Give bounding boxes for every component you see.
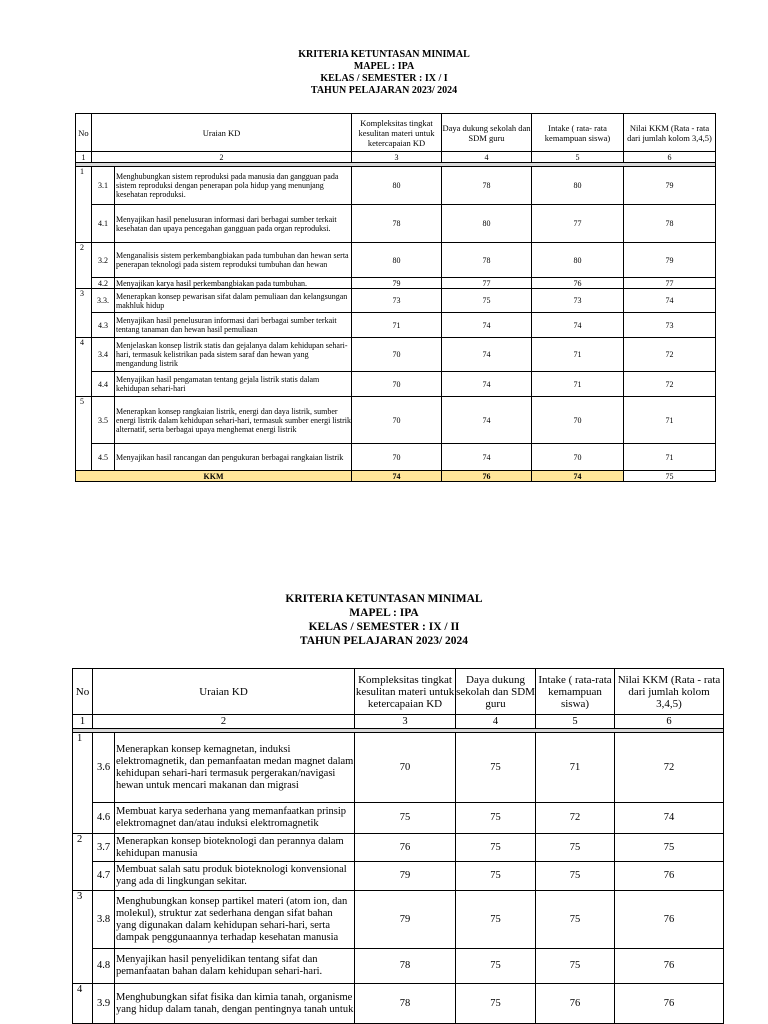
intake-value: 75 bbox=[536, 949, 615, 984]
daya-dukung-value: 74 bbox=[442, 372, 532, 397]
kd-text: Menyajikan hasil penelusuran informasi dari berbagai sumber terkait tentang tanaman dan hewan hasil pemuliaan bbox=[115, 313, 352, 338]
group-number: 2 bbox=[73, 834, 93, 891]
kompleksitas-value: 70 bbox=[352, 372, 442, 397]
group-number: 4 bbox=[76, 338, 92, 397]
daya-dukung-value: 80 bbox=[442, 205, 532, 243]
header-no: No bbox=[73, 669, 93, 715]
kd-code: 3.1 bbox=[92, 167, 115, 205]
intake-value: 71 bbox=[536, 733, 615, 803]
kd-text: Menerapkan konsep pewarisan sifat dalam pemuliaan dan kelangsungan makhluk hidup bbox=[115, 289, 352, 313]
kompleksitas-value: 70 bbox=[352, 444, 442, 471]
nilai-kkm-value: 79 bbox=[624, 167, 716, 205]
table-row bbox=[73, 803, 724, 834]
column-number: 6 bbox=[615, 715, 724, 729]
kd-code: 3.2 bbox=[92, 243, 115, 278]
nilai-kkm-value: 75 bbox=[615, 834, 724, 862]
column-number: 4 bbox=[442, 152, 532, 163]
column-number: 3 bbox=[352, 152, 442, 163]
kkm-row bbox=[76, 471, 716, 482]
kd-code: 4.8 bbox=[93, 949, 115, 984]
table-row bbox=[76, 278, 716, 289]
nilai-kkm-value: 74 bbox=[624, 289, 716, 313]
nilai-kkm-value: 79 bbox=[624, 243, 716, 278]
daya-dukung-value: 77 bbox=[442, 278, 532, 289]
kd-code: 3.6 bbox=[93, 733, 115, 803]
kd-text: Menghubungkan sistem reproduksi pada manusia dan gangguan pada sistem reproduksi dengan penerapan pola hidup yang menunjang kesehatan reproduksi. bbox=[115, 167, 352, 205]
intake-value: 75 bbox=[536, 862, 615, 891]
header-nilai-kkm: Nilai KKM (Rata - rata dari jumlah kolom 3,4,5) bbox=[615, 669, 724, 715]
kd-text: Membuat salah satu produk bioteknologi konvensional yang ada di lingkungan sekitar. bbox=[115, 862, 355, 891]
daya-dukung-value: 75 bbox=[456, 834, 536, 862]
kompleksitas-value: 70 bbox=[355, 733, 456, 803]
intake-value: 77 bbox=[532, 205, 624, 243]
nilai-kkm-value: 72 bbox=[624, 372, 716, 397]
header-daya-dukung: Daya dukung sekolah dan SDM guru bbox=[442, 114, 532, 152]
table-row bbox=[73, 834, 724, 862]
header-daya-dukung: Daya dukung sekolah dan SDM guru bbox=[456, 669, 536, 715]
kompleksitas-value: 79 bbox=[355, 862, 456, 891]
intake-value: 76 bbox=[532, 278, 624, 289]
table-row bbox=[76, 205, 716, 243]
kompleksitas-value: 80 bbox=[352, 243, 442, 278]
kd-text: Menerapkan konsep kemagnetan, induksi elektromagnetik, dan pemanfaatan medan magnet dalam kehidupan sehari-hari termasuk pergerakan/navigasi hewan untuk mencari makanan dan migrasi bbox=[115, 733, 355, 803]
intake-value: 71 bbox=[532, 372, 624, 397]
kompleksitas-value: 79 bbox=[352, 278, 442, 289]
kompleksitas-value: 73 bbox=[352, 289, 442, 313]
group-number: 5 bbox=[76, 397, 92, 471]
kompleksitas-value: 70 bbox=[352, 338, 442, 372]
nilai-kkm-value: 77 bbox=[624, 278, 716, 289]
group-number: 2 bbox=[76, 243, 92, 289]
kd-text: Menerapkan konsep bioteknologi dan perannya dalam kehidupan manusia bbox=[115, 834, 355, 862]
column-number: 6 bbox=[624, 152, 716, 163]
intake-value: 71 bbox=[532, 338, 624, 372]
kd-code: 4.4 bbox=[92, 372, 115, 397]
daya-dukung-value: 78 bbox=[442, 167, 532, 205]
header-nilai-kkm: Nilai KKM (Rata - rata dari jumlah kolom 3,4,5) bbox=[624, 114, 716, 152]
kd-text: Menyajikan hasil penelusuran informasi dari berbagai sumber terkait kesehatan dan upaya pencegahan gangguan pada organ reproduksi. bbox=[115, 205, 352, 243]
intake-value: 72 bbox=[536, 803, 615, 834]
kd-text: Membuat karya sederhana yang memanfaatkan prinsip elektromagnet dan/atau induksi elektromagnetik bbox=[115, 803, 355, 834]
nilai-kkm-value: 76 bbox=[615, 984, 724, 1024]
nilai-kkm-value: 72 bbox=[615, 733, 724, 803]
intake-value: 74 bbox=[532, 313, 624, 338]
daya-dukung-value: 75 bbox=[456, 733, 536, 803]
daya-dukung-value: 74 bbox=[442, 444, 532, 471]
daya-dukung-value: 74 bbox=[442, 397, 532, 444]
daya-dukung-value: 75 bbox=[456, 803, 536, 834]
group-number: 3 bbox=[76, 289, 92, 338]
kd-code: 3.8 bbox=[93, 891, 115, 949]
intake-value: 75 bbox=[536, 834, 615, 862]
daya-dukung-value: 78 bbox=[442, 243, 532, 278]
group-number: 4 bbox=[73, 984, 93, 1024]
nilai-kkm-value: 74 bbox=[615, 803, 724, 834]
doc2-title bbox=[0, 592, 768, 648]
nilai-kkm-value: 72 bbox=[624, 338, 716, 372]
header-intake: Intake ( rata- rata kemampuan siswa) bbox=[532, 114, 624, 152]
nilai-kkm-value: 73 bbox=[624, 313, 716, 338]
kd-text: Menyajikan hasil rancangan dan pengukuran berbagai rangkaian listrik bbox=[115, 444, 352, 471]
table-row bbox=[76, 313, 716, 338]
kd-text: Menerapkan konsep rangkaian listrik, energi dan daya listrik, sumber energi listrik dalam kehidupan sehari-hari, termasuk sumber energi listrik alternatif, serta berbagai upaya menghemat energi listrik bbox=[115, 397, 352, 444]
intake-value: 70 bbox=[532, 397, 624, 444]
column-number: 5 bbox=[536, 715, 615, 729]
column-number: 2 bbox=[93, 715, 355, 729]
column-number: 1 bbox=[73, 715, 93, 729]
header-kompleksitas: Kompleksitas tingkat kesulitan materi untuk ketercapaian KD bbox=[355, 669, 456, 715]
table-row bbox=[73, 891, 724, 949]
doc1-title-line: TAHUN PELAJARAN 2023/ 2024 bbox=[310, 85, 458, 96]
doc1-table bbox=[75, 113, 716, 482]
doc1-title bbox=[0, 49, 768, 97]
kompleksitas-value: 70 bbox=[352, 397, 442, 444]
kd-text: Menghubungkan konsep partikel materi (atom ion, dan molekul), struktur zat sederhana dengan sifat bahan yang digunakan dalam kehidupan sehari-hari, serta dampak penggunaannya terhadap kesehatan manusia bbox=[115, 891, 355, 949]
kd-code: 4.3 bbox=[92, 313, 115, 338]
kd-text: Menjelaskan konsep listrik statis dan gejalanya dalam kehidupan sehari-hari, termasuk kelistrikan pada sistem saraf dan hewan yang mengandung listrik bbox=[115, 338, 352, 372]
kd-text: Menyajikan hasil penyelidikan tentang sifat dan pemanfaatan bahan dalam kehidupan sehari-hari. bbox=[115, 949, 355, 984]
daya-dukung-value: 75 bbox=[456, 949, 536, 984]
header-uraian-kd: Uraian KD bbox=[93, 669, 355, 715]
kompleksitas-value: 78 bbox=[355, 984, 456, 1024]
kd-code: 3.4 bbox=[92, 338, 115, 372]
group-number: 1 bbox=[73, 733, 93, 834]
nilai-kkm-value: 76 bbox=[615, 862, 724, 891]
doc2-title-line: KELAS / SEMESTER : IX / II bbox=[308, 621, 460, 633]
column-number: 1 bbox=[76, 152, 92, 163]
kompleksitas-value: 71 bbox=[352, 313, 442, 338]
intake-value: 75 bbox=[536, 891, 615, 949]
nilai-kkm-value: 76 bbox=[615, 891, 724, 949]
daya-dukung-value: 74 bbox=[442, 313, 532, 338]
header-intake: Intake ( rata-rata kemampuan siswa) bbox=[536, 669, 615, 715]
kompleksitas-value: 76 bbox=[355, 834, 456, 862]
table-row bbox=[73, 984, 724, 1024]
kd-code: 4.7 bbox=[93, 862, 115, 891]
group-number: 3 bbox=[73, 891, 93, 984]
kd-code: 3.5 bbox=[92, 397, 115, 444]
table-row bbox=[76, 397, 716, 444]
kd-code: 4.5 bbox=[92, 444, 115, 471]
kkm-daya-dukung: 76 bbox=[442, 471, 532, 482]
kd-code: 3.9 bbox=[93, 984, 115, 1024]
kompleksitas-value: 75 bbox=[355, 803, 456, 834]
header-uraian-kd: Uraian KD bbox=[92, 114, 352, 152]
doc2-title-line: TAHUN PELAJARAN 2023/ 2024 bbox=[299, 635, 469, 647]
table-row bbox=[76, 289, 716, 313]
column-number: 3 bbox=[355, 715, 456, 729]
kkm-nilai: 75 bbox=[624, 471, 716, 482]
doc1-title-line: KRITERIA KETUNTASAN MINIMAL bbox=[298, 49, 470, 60]
nilai-kkm-value: 78 bbox=[624, 205, 716, 243]
intake-value: 73 bbox=[532, 289, 624, 313]
column-number: 4 bbox=[456, 715, 536, 729]
kd-code: 4.6 bbox=[93, 803, 115, 834]
doc2-title-line: KRITERIA KETUNTASAN MINIMAL bbox=[285, 593, 483, 605]
column-number: 2 bbox=[92, 152, 352, 163]
intake-value: 80 bbox=[532, 243, 624, 278]
doc1-title-line: MAPEL : IPA bbox=[353, 61, 415, 72]
kd-text: Menyajikan karya hasil perkembangbiakan pada tumbuhan. bbox=[115, 278, 352, 289]
kd-code: 3.3. bbox=[92, 289, 115, 313]
daya-dukung-value: 75 bbox=[456, 984, 536, 1024]
intake-value: 70 bbox=[532, 444, 624, 471]
kd-code: 3.7 bbox=[93, 834, 115, 862]
table-row bbox=[76, 372, 716, 397]
header-kompleksitas: Kompleksitas tingkat kesulitan materi untuk ketercapaian KD bbox=[352, 114, 442, 152]
daya-dukung-value: 75 bbox=[456, 862, 536, 891]
table-row bbox=[73, 862, 724, 891]
kompleksitas-value: 79 bbox=[355, 891, 456, 949]
table-row bbox=[73, 733, 724, 803]
intake-value: 80 bbox=[532, 167, 624, 205]
kkm-intake: 74 bbox=[532, 471, 624, 482]
doc1-title-line: KELAS / SEMESTER : IX / I bbox=[320, 73, 448, 84]
kd-text: Menyajikan hasil pengamatan tentang gejala listrik statis dalam kehidupan sehari-hari bbox=[115, 372, 352, 397]
kd-code: 4.2 bbox=[92, 278, 115, 289]
intake-value: 76 bbox=[536, 984, 615, 1024]
nilai-kkm-value: 76 bbox=[615, 949, 724, 984]
kkm-kompleksitas: 74 bbox=[352, 471, 442, 482]
kompleksitas-value: 78 bbox=[355, 949, 456, 984]
table-row bbox=[76, 338, 716, 372]
daya-dukung-value: 75 bbox=[442, 289, 532, 313]
daya-dukung-value: 75 bbox=[456, 891, 536, 949]
daya-dukung-value: 74 bbox=[442, 338, 532, 372]
table-row bbox=[76, 444, 716, 471]
nilai-kkm-value: 71 bbox=[624, 397, 716, 444]
table-row bbox=[76, 167, 716, 205]
table-row bbox=[76, 243, 716, 278]
doc2-title-line: MAPEL : IPA bbox=[349, 607, 419, 619]
doc2-table bbox=[72, 668, 724, 1024]
kkm-label: KKM bbox=[76, 471, 352, 482]
nilai-kkm-value: 71 bbox=[624, 444, 716, 471]
kompleksitas-value: 80 bbox=[352, 167, 442, 205]
kd-text: Menganalisis sistem perkembangbiakan pada tumbuhan dan hewan serta penerapan teknologi pada sistem reproduksi tumbuhan dan hewan bbox=[115, 243, 352, 278]
header-no: No bbox=[76, 114, 92, 152]
group-number: 1 bbox=[76, 167, 92, 243]
column-number: 5 bbox=[532, 152, 624, 163]
kd-text: Menghubungkan sifat fisika dan kimia tanah, organisme yang hidup dalam tanah, dengan pentingnya tanah untuk bbox=[115, 984, 355, 1024]
kd-code: 4.1 bbox=[92, 205, 115, 243]
table-row bbox=[73, 949, 724, 984]
kompleksitas-value: 78 bbox=[352, 205, 442, 243]
